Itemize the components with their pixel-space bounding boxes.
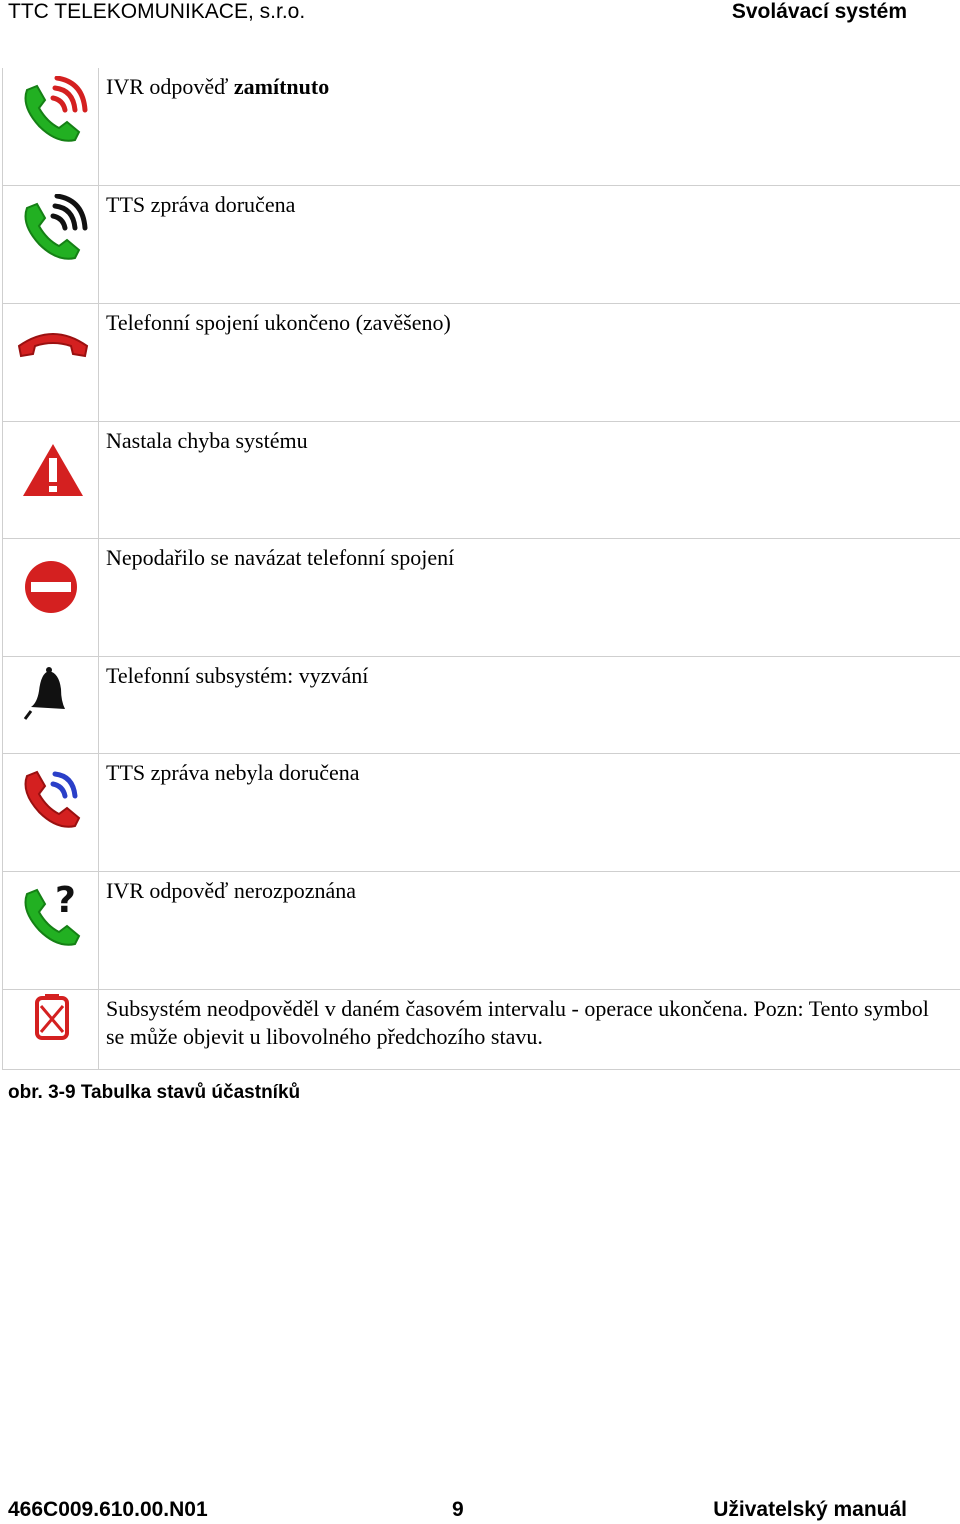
manual-title: Uživatelský manuál: [713, 1498, 907, 1521]
no-entry-icon: [17, 551, 89, 623]
row-text: TTS zpráva doručena: [106, 192, 296, 217]
row-text: IVR odpověď nerozpoznána: [106, 878, 357, 903]
page-footer: [0, 1497, 960, 1523]
table-row: [3, 989, 960, 1069]
svg-text:?: ?: [55, 880, 76, 921]
icon-cell: [3, 990, 99, 1069]
row-text: Telefonní subsystém: vyzvání: [106, 663, 369, 688]
phone-red-signal-blue-icon: [17, 762, 89, 834]
page-header: [0, 0, 960, 30]
table-row: [3, 185, 960, 303]
bell-icon: [17, 661, 89, 733]
icon-cell: [3, 754, 99, 871]
company-name: TTC TELEKOMUNIKACE, s.r.o.: [8, 0, 306, 23]
row-text: Telefonní spojení ukončeno (zavěšeno): [106, 310, 451, 335]
phone-signal-red-icon: [17, 76, 89, 148]
row-text: Nepodařilo se navázat telefonní spojení: [106, 545, 455, 570]
timeout-icon: [17, 992, 89, 1064]
table-row: [3, 753, 960, 871]
table-row: [3, 421, 960, 538]
table-row: [3, 656, 960, 753]
icon-cell: [3, 539, 99, 656]
icon-cell: [3, 304, 99, 421]
table-row: [3, 538, 960, 656]
table-row: [3, 68, 960, 185]
table-row: [3, 303, 960, 421]
page-number: 9: [452, 1498, 464, 1521]
status-table: [2, 68, 960, 1070]
warning-icon: [17, 440, 89, 512]
product-name: Svolávací systém: [731, 0, 907, 23]
row-text: Nastala chyba systému: [106, 428, 308, 453]
table-row: [3, 871, 960, 989]
icon-cell: [3, 422, 99, 538]
phone-hangup-icon: [17, 318, 89, 390]
row-text: IVR odpověď zamítnuto: [106, 74, 330, 99]
phone-signal-black-icon: [17, 194, 89, 266]
phone-question-icon: [17, 880, 89, 952]
table-caption: obr. 3-9 Tabulka stavů účastníků: [8, 1082, 301, 1103]
document-id: 466C009.610.00.N01: [8, 1498, 208, 1521]
row-text: TTS zpráva nebyla doručena: [106, 760, 360, 785]
row-text: Subsystém neodpověděl v daném časovém intervalu - operace ukončena. Pozn: Tento symbol se může objevit u libovolného předchozího stavu.: [106, 996, 929, 1049]
icon-cell: [3, 872, 99, 989]
icon-cell: [3, 657, 99, 753]
icon-cell: [3, 186, 99, 303]
icon-cell: [3, 68, 99, 185]
